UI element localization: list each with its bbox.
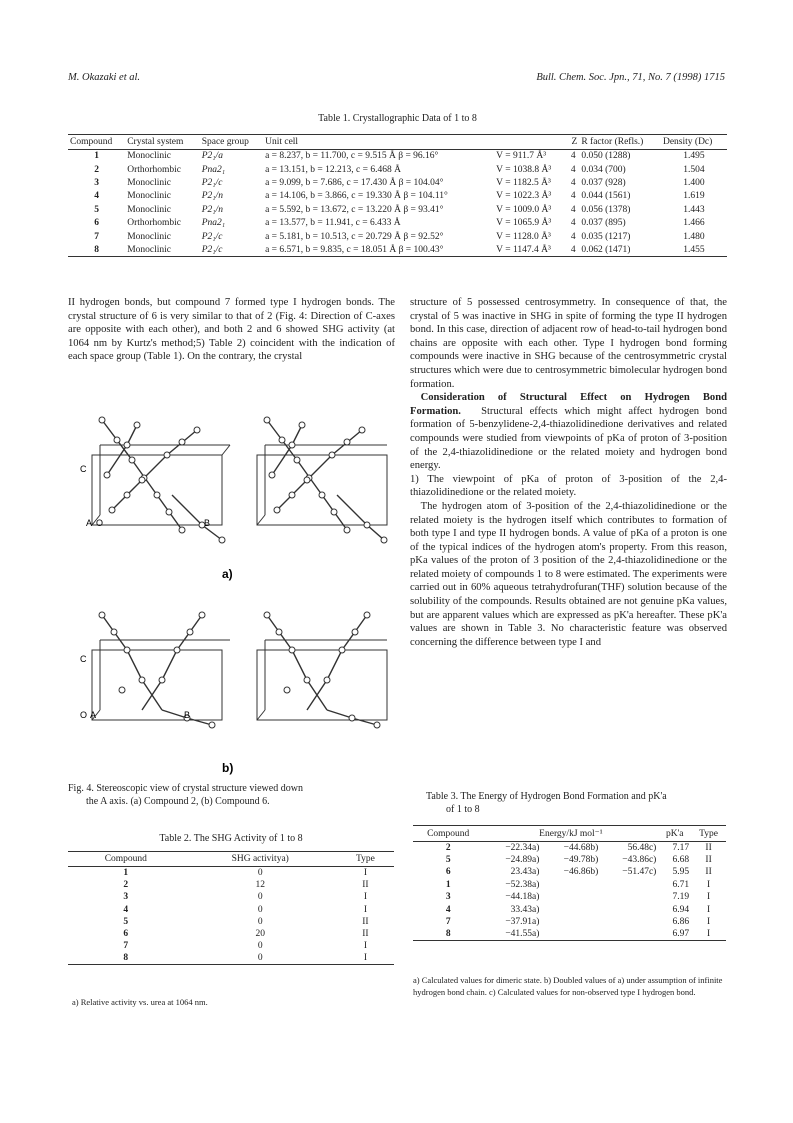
- t2-cell-shg: 0: [257, 941, 263, 952]
- t1-cell-system: Orthorhombic: [127, 218, 182, 229]
- t1-cell-unit-cell: a = 13.577, b = 11.941, c = 6.433 Å: [265, 218, 401, 229]
- t2-cell-type: I: [363, 941, 367, 952]
- t2-cell-compound: 1: [123, 867, 129, 878]
- table3-row: [413, 866, 726, 878]
- t1-cell-rfactor: 0.035 (1217): [581, 231, 631, 242]
- t1-cell-compound: 7: [94, 231, 99, 242]
- t1-cell-volume: V = 1022.3 Å³: [496, 191, 552, 202]
- t1-cell-volume: V = 1147.4 Å³: [496, 244, 551, 255]
- t1-cell-density: 1.466: [683, 218, 705, 229]
- figure-caption-line2: the A axis. (a) Compound 2, (b) Compound 6.: [86, 796, 270, 807]
- t3-cell-type: II: [705, 855, 712, 866]
- t1-col-density: Density (Dc): [662, 137, 713, 147]
- t1-cell-rfactor: 0.050 (1288): [581, 151, 631, 162]
- t1-cell-density: 1.495: [683, 151, 705, 162]
- table1-row: [68, 163, 727, 176]
- table2-row: [68, 879, 394, 891]
- t3-cell-energy-a: −37.91a): [505, 917, 540, 928]
- table2-header-row: [68, 852, 394, 867]
- table3-caption-line2: of 1 to 8: [446, 804, 480, 815]
- t1-cell-rfactor: 0.034 (700): [581, 164, 626, 175]
- t1-cell-compound: 2: [94, 164, 99, 175]
- table3-row: [413, 879, 726, 891]
- t3-cell-type: I: [706, 892, 711, 903]
- t3-cell-pka: 6.94: [672, 904, 690, 915]
- t1-cell-z: 4: [570, 151, 576, 162]
- t1-cell-system: Monoclinic: [127, 177, 172, 188]
- t1-cell-z: 4: [570, 204, 576, 215]
- right-column-text: [410, 296, 727, 649]
- t1-cell-density: 1.619: [683, 191, 705, 202]
- t3-cell-pka: 6.68: [672, 855, 690, 866]
- t2-cell-type: I: [363, 892, 367, 903]
- table3: [413, 825, 726, 941]
- t3-cell-energy-b: −49.78b): [563, 855, 599, 866]
- t3-cell-compound: 6: [445, 867, 451, 878]
- t3-cell-type: I: [706, 929, 711, 940]
- t1-cell-unit-cell: a = 6.571, b = 9.835, c = 18.051 Å β = 100.43°: [265, 244, 444, 255]
- table3-row: [413, 842, 726, 854]
- t1-cell-z: 4: [570, 244, 576, 255]
- table1-row: [68, 176, 727, 189]
- t1-cell-space-group: P2₁/a: [201, 151, 223, 162]
- right-paragraph-2: [410, 391, 727, 473]
- panel-a-label: a): [222, 567, 233, 581]
- table3-row: [413, 854, 726, 866]
- table2-caption: Table 2. The SHG Activity of 1 to 8: [159, 833, 303, 844]
- t3-cell-type: I: [706, 879, 711, 890]
- t1-cell-compound: 8: [94, 244, 99, 255]
- t1-cell-compound: 4: [94, 191, 99, 202]
- t1-cell-system: Monoclinic: [127, 244, 172, 255]
- t2-cell-shg: 0: [257, 904, 263, 915]
- t2-cell-compound: 8: [123, 953, 129, 964]
- section-intro: Structural effects which might affect hydrogen bond formation of 5-benzylidene-2,4-thiazolidinedione derivatives and related compounds were studied from viewpoints of pKa of proton of 3-position of the 2,4-thiazolidinedione or the related moiety and hydrogen bond energy.: [410, 405, 727, 472]
- t1-cell-density: 1.455: [683, 244, 705, 255]
- left-column-text: [68, 296, 395, 364]
- running-header-authors: M. Okazaki et al.: [68, 72, 141, 83]
- t2-cell-compound: 7: [123, 941, 129, 952]
- left-paragraph: II hydrogen bonds, but compound 7 formed type I hydrogen bonds. The crystal structure of 6 is very similar to that of 2 (Fig. 4: Direction of C-axes are opposite with each other), and both 2 and 6 showed SHG activity (at 1064 nm by Kurtz's method;5) Table 2) coincident with the indication of each space group (Table 1). On the contrary, the crystal: [68, 297, 395, 363]
- t1-cell-volume: V = 1182.5 Å³: [496, 177, 551, 188]
- t1-cell-unit-cell: a = 13.151, b = 12.213, c = 6.468 Å: [265, 164, 401, 175]
- t2-cell-type: I: [363, 867, 367, 878]
- table2-row: [68, 940, 394, 952]
- t3-cell-energy-b: [541, 903, 600, 915]
- table1: [68, 134, 727, 257]
- t2-col-compound: Compound: [104, 854, 147, 864]
- table2-row: [68, 903, 394, 915]
- table1-caption: Table 1. Crystallographic Data of 1 to 8: [318, 113, 477, 124]
- axis-c-label-a: C: [80, 464, 87, 474]
- t1-cell-z: 4: [570, 191, 576, 202]
- table1-row: [68, 230, 727, 243]
- table3-row: [413, 891, 726, 903]
- axis-c-label-b: C: [80, 654, 87, 664]
- figure-4-caption: [68, 782, 395, 808]
- t2-cell-compound: 5: [123, 916, 129, 927]
- t3-cell-compound: 3: [445, 892, 451, 903]
- table2-footnote: a) Relative activity vs. urea at 1064 nm.: [72, 997, 208, 1007]
- t3-cell-energy-a: 33.43a): [510, 904, 540, 915]
- t1-cell-z: 4: [570, 164, 576, 175]
- t2-cell-shg: 0: [257, 916, 263, 927]
- right-paragraph-1: structure of 5 possessed centrosymmetry. In consequence of that, the crystal of 5 was inactive in SHG in spite of forming the type II hydrogen bond. In this case, direction of adjacent row of head-to-tail hydrogen bond chains are opposite with each other. Type I hydrogen bond forming compounds were inactive in SHG because of the centrosymmetric crystal structures which were due to centrosymmetric bimolecular hydrogen bond formation.: [410, 297, 727, 390]
- t1-cell-rfactor: 0.037 (928): [581, 177, 626, 188]
- t3-cell-compound: 7: [445, 917, 451, 928]
- t3-cell-type: II: [705, 867, 712, 878]
- t3-cell-energy-a: −22.34a): [505, 842, 540, 853]
- t3-cell-compound: 8: [445, 929, 451, 940]
- table1-row: [68, 203, 727, 216]
- table3-caption: [426, 790, 726, 816]
- figure-panel-b: [92, 612, 387, 728]
- t2-cell-type: I: [363, 904, 367, 915]
- t1-cell-density: 1.443: [683, 204, 705, 215]
- table3-row: [413, 928, 726, 940]
- t1-cell-rfactor: 0.037 (895): [581, 218, 626, 229]
- table3-row: [413, 916, 726, 928]
- t3-cell-energy-b: [541, 879, 600, 891]
- t3-cell-energy-c: −51.47c): [622, 867, 657, 878]
- axis-o-label-a: O: [96, 518, 104, 528]
- t3-col-energy: Energy/kJ mol⁻¹: [539, 829, 603, 839]
- t3-cell-energy-b: [541, 916, 600, 928]
- axis-o-label-b: O: [80, 710, 88, 720]
- t1-cell-unit-cell: a = 5.181, b = 10.513, c = 20.729 Å β = 92.52°: [265, 231, 444, 242]
- t2-col-type: Type: [355, 854, 375, 864]
- t1-cell-z: 4: [570, 218, 576, 229]
- t1-cell-density: 1.480: [683, 231, 705, 242]
- t1-col-compound: Compound: [70, 137, 113, 147]
- t2-cell-compound: 4: [123, 904, 129, 915]
- t3-cell-energy-c: [600, 916, 658, 928]
- t1-col-space-group: Space group: [201, 137, 249, 147]
- t3-col-compound: Compound: [427, 828, 470, 839]
- figure-caption-line1: Fig. 4. Stereoscopic view of crystal structure viewed down: [68, 783, 303, 794]
- t2-cell-type: II: [362, 879, 369, 890]
- panel-b-label: b): [222, 761, 234, 775]
- t3-cell-pka: 6.71: [672, 879, 690, 890]
- t3-cell-compound: 1: [445, 879, 451, 890]
- t3-cell-energy-b: [541, 891, 600, 903]
- t3-cell-energy-a: −24.89a): [505, 855, 540, 866]
- t3-cell-energy-a: −44.18a): [505, 892, 540, 903]
- table2-row: [68, 867, 394, 879]
- t1-cell-z: 4: [570, 231, 576, 242]
- t3-cell-energy-a: −41.55a): [505, 929, 540, 940]
- t3-cell-type: II: [705, 842, 712, 853]
- t3-cell-energy-c: [600, 903, 658, 915]
- t1-cell-unit-cell: a = 14.106, b = 3.866, c = 19.330 Å β = 104.11°: [265, 191, 448, 202]
- t1-cell-volume: V = 1009.0 Å³: [496, 204, 552, 215]
- t3-cell-energy-b: −46.86b): [563, 867, 599, 878]
- t2-cell-shg: 0: [257, 867, 263, 878]
- t2-col-shg: SHG activitya): [231, 854, 289, 864]
- table1-header-row: [68, 135, 727, 150]
- table3-header-row: [413, 826, 726, 842]
- table1-row: [68, 216, 727, 229]
- t1-cell-density: 1.504: [683, 164, 705, 175]
- right-paragraph-3: 1) The viewpoint of pKa of proton of 3-position of the 2,4-thiazolidinedione or the related moiety.: [410, 473, 727, 499]
- t3-cell-energy-c: [600, 891, 658, 903]
- table2: [68, 851, 394, 965]
- t1-cell-unit-cell: a = 8.237, b = 11.700, c = 9.515 Å β = 96.16°: [265, 151, 439, 162]
- t3-cell-energy-c: [600, 879, 658, 891]
- t3-cell-pka: 6.86: [672, 917, 690, 928]
- t1-cell-rfactor: 0.044 (1561): [581, 191, 631, 202]
- table2-row: [68, 928, 394, 940]
- table1-row: [68, 243, 727, 256]
- t3-cell-energy-b: −44.68b): [563, 842, 599, 853]
- t1-cell-unit-cell: a = 9.099, b = 7.686, c = 17.430 Å β = 104.04°: [265, 177, 444, 188]
- figure-panel-a: [92, 417, 387, 543]
- t2-cell-compound: 6: [123, 929, 129, 940]
- table2-row: [68, 953, 394, 965]
- table1-row: [68, 150, 727, 163]
- t1-cell-compound: 3: [94, 177, 99, 188]
- table1-row: [68, 190, 727, 203]
- t1-cell-space-group: P2₁/c: [201, 231, 223, 242]
- t3-cell-energy-a: −52.38a): [505, 879, 540, 890]
- t1-col-rfactor: R factor (Refls.): [581, 137, 644, 147]
- t3-cell-pka: 5.95: [672, 867, 690, 878]
- t2-cell-compound: 2: [123, 879, 129, 890]
- t1-col-volume: [494, 135, 567, 150]
- t1-cell-system: Monoclinic: [127, 191, 172, 202]
- t1-cell-space-group: P2₁/c: [201, 177, 223, 188]
- t3-cell-pka: 7.19: [672, 892, 690, 903]
- table3-row: [413, 903, 726, 915]
- t1-cell-volume: V = 911.7 Å³: [496, 151, 547, 162]
- t1-cell-space-group: P2₁/c: [201, 244, 223, 255]
- t2-cell-type: I: [363, 953, 367, 964]
- t1-cell-space-group: P2₁/n: [201, 204, 223, 215]
- t1-cell-system: Monoclinic: [127, 231, 172, 242]
- t3-cell-compound: 4: [445, 904, 451, 915]
- t1-cell-volume: V = 1065.9 Å³: [496, 218, 552, 229]
- t1-cell-rfactor: 0.056 (1378): [581, 204, 631, 215]
- table3-caption-line1: Table 3. The Energy of Hydrogen Bond Formation and pK'a: [426, 791, 667, 802]
- running-header-journal: Bull. Chem. Soc. Jpn., 71, No. 7 (1998) 1715: [536, 72, 725, 83]
- t2-cell-shg: 0: [257, 953, 263, 964]
- t2-cell-type: II: [362, 916, 369, 927]
- t2-cell-shg: 0: [257, 892, 263, 903]
- t3-col-pka: pK'a: [665, 828, 684, 839]
- t2-cell-shg: 12: [255, 879, 265, 890]
- t3-cell-energy-c: [600, 928, 658, 940]
- t1-cell-volume: V = 1038.8 Å³: [496, 164, 552, 175]
- t1-cell-system: Orthorhombic: [127, 164, 182, 175]
- t3-cell-energy-b: [541, 928, 600, 940]
- t1-cell-z: 4: [570, 177, 576, 188]
- t2-cell-compound: 3: [123, 892, 129, 903]
- t1-col-unit-cell: Unit cell: [265, 137, 299, 147]
- t1-cell-space-group: P2₁/n: [201, 191, 223, 202]
- t1-cell-compound: 5: [94, 204, 99, 215]
- axis-b-label-a: B: [204, 518, 211, 528]
- t3-cell-compound: 2: [445, 842, 451, 853]
- table3-footnote: a) Calculated values for dimeric state. b) Doubled values of a) under assumption of infinite hydrogen bond chain. c) Calculated values for non-observed type I hydrogen bond.: [413, 975, 723, 997]
- t1-cell-density: 1.400: [683, 177, 705, 188]
- t1-col-system: Crystal system: [127, 137, 184, 147]
- axis-b-label-b: B: [184, 710, 191, 720]
- t1-cell-volume: V = 1128.0 Å³: [496, 231, 551, 242]
- t1-cell-system: Monoclinic: [127, 204, 172, 215]
- t3-cell-energy-a: 23.43a): [510, 867, 540, 878]
- t1-cell-compound: 6: [94, 218, 99, 229]
- t1-cell-compound: 1: [94, 151, 99, 162]
- t3-cell-pka: 7.17: [672, 842, 690, 853]
- section-title: Consideration of Structural Effect on Hydrogen Bond Formation.: [410, 392, 727, 417]
- t3-cell-type: I: [706, 904, 711, 915]
- table2-row: [68, 891, 394, 903]
- figure-4: [72, 400, 392, 780]
- axis-a-label-a: A: [86, 518, 93, 528]
- t3-cell-type: I: [706, 917, 711, 928]
- t3-cell-compound: 5: [445, 855, 451, 866]
- t1-cell-system: Monoclinic: [127, 151, 172, 162]
- t2-cell-shg: 20: [255, 929, 265, 940]
- t1-col-z: Z: [571, 137, 578, 147]
- t1-cell-space-group: Pna2₁: [201, 164, 226, 175]
- t2-cell-type: II: [362, 929, 369, 940]
- table2-row: [68, 916, 394, 928]
- t3-cell-energy-c: −43.86c): [622, 855, 657, 866]
- t1-cell-rfactor: 0.062 (1471): [581, 244, 631, 255]
- t3-cell-energy-c: 56.48c): [627, 842, 657, 853]
- t1-cell-space-group: Pna2₁: [201, 218, 226, 229]
- t1-cell-unit-cell: a = 5.592, b = 13.672, c = 13.220 Å β = 93.41°: [265, 204, 444, 215]
- right-paragraph-4: The hydrogen atom of 3-position of the 2,4-thiazolidinedione or the related moiety is the hydrogen itself which contributes to formation of both type I and type II hydrogen bonds. A value of pKa of a proton is one of the typical indices of the hydrogen atom's property. From this reason, pKa values of the proton of 3 position of the 2,4-thiazolidinedione or the related moiety of compounds 1 to 8 were estimated. The experiments were carried out in 60% aqueous tetrahydrofuran(THF) solution because of the solubility of the compounds. Results obtained are not genuine pKa values, but are apparent values which are expressed as pK'a hereafter. These pK'a values are shown in Table 3. No characteristic feature was observed concerning the difference between type I and: [410, 500, 727, 648]
- axis-a-label-b: A: [90, 710, 97, 720]
- t3-cell-pka: 6.97: [672, 929, 690, 940]
- t3-col-type: Type: [699, 828, 718, 839]
